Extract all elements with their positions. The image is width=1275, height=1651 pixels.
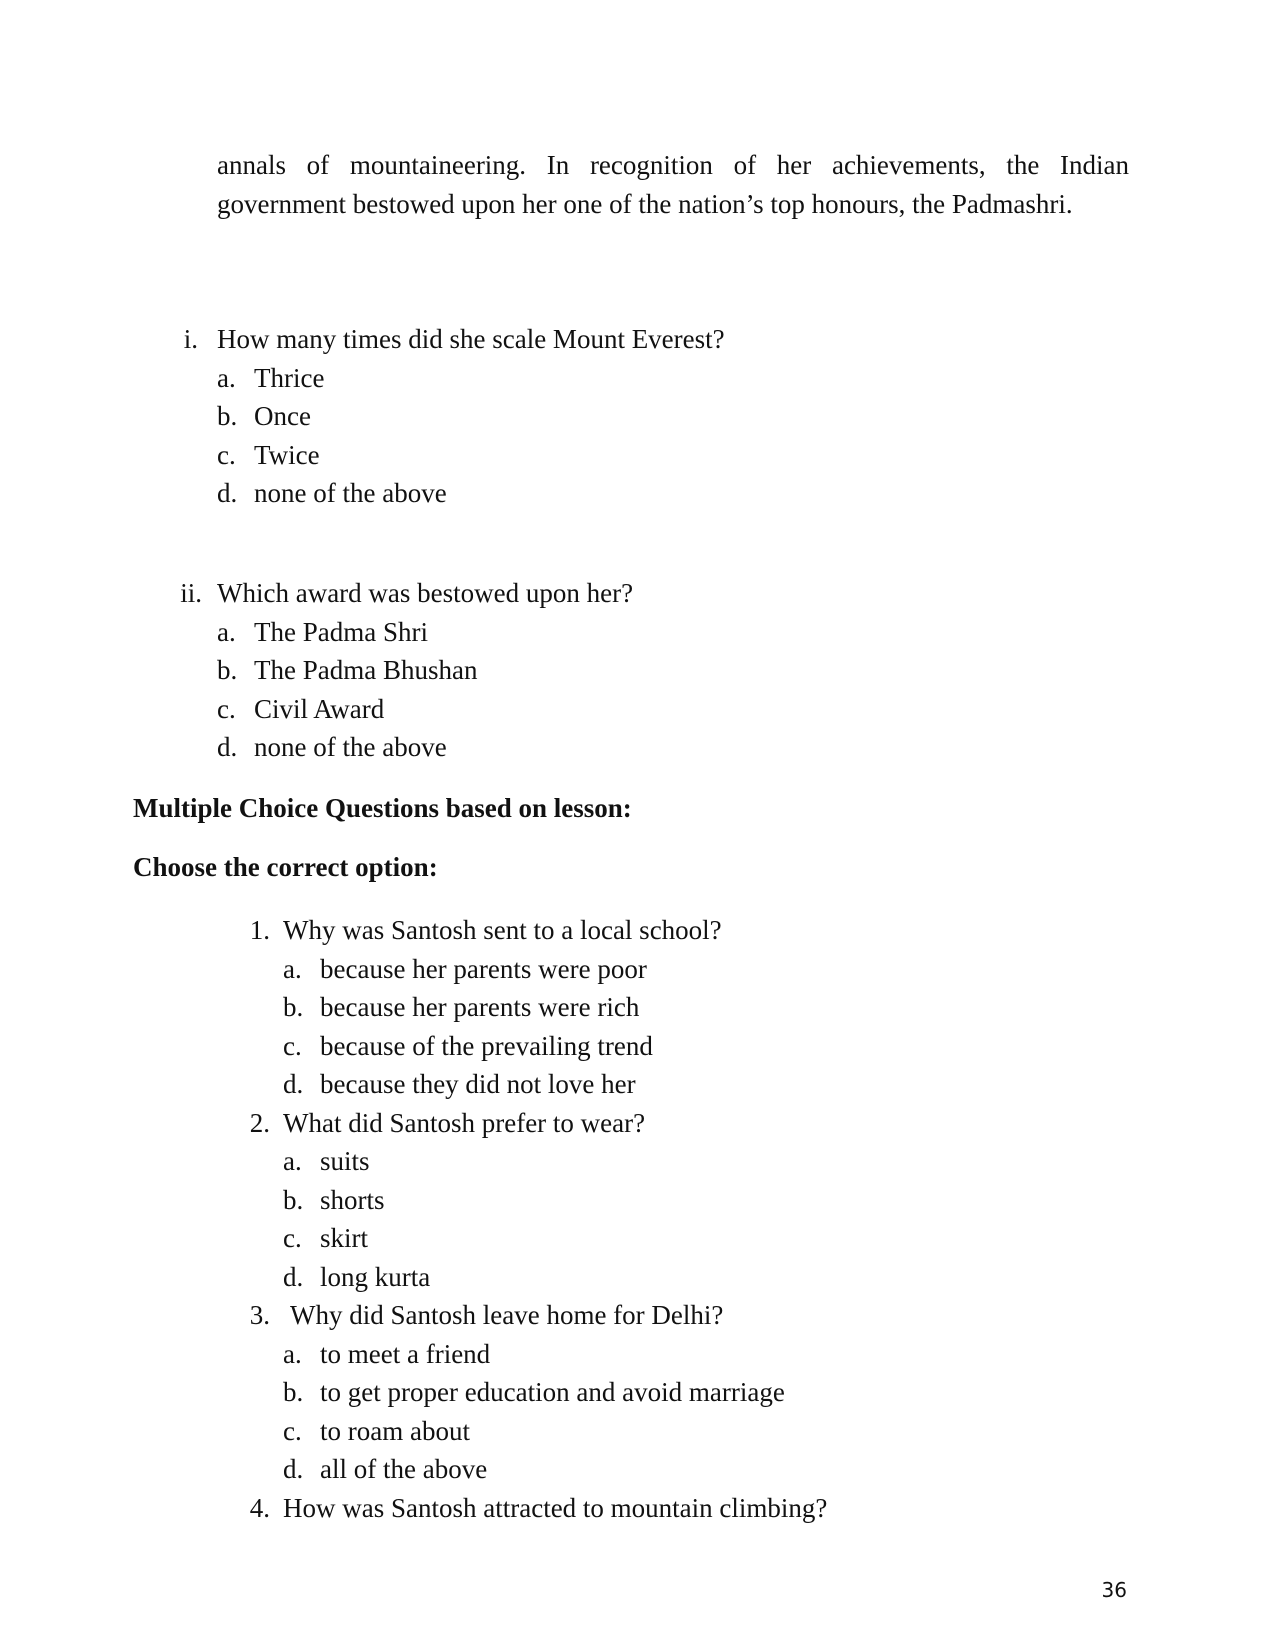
question-text: How many times did she scale Mount Everest?	[217, 324, 725, 354]
option-item	[0, 1412, 1275, 1451]
lesson-question	[0, 911, 1275, 950]
option-letter: b.	[217, 655, 238, 685]
option-item	[0, 1335, 1275, 1374]
option-letter: c.	[283, 1415, 302, 1446]
option-letter: b.	[283, 1377, 304, 1407]
option-item	[0, 988, 1275, 1027]
page-number: 36	[1101, 1578, 1127, 1602]
option-text: shorts	[320, 1184, 385, 1215]
option-item	[0, 1258, 1275, 1297]
passage-question	[0, 574, 1275, 767]
question-number: 4.	[249, 1492, 270, 1523]
option-item	[0, 1065, 1275, 1104]
option-item	[0, 1219, 1275, 1258]
option-text: Thrice	[254, 362, 325, 393]
section-heading-choose: Choose the correct option:	[133, 852, 438, 882]
option-letter: d.	[217, 478, 238, 508]
option-item	[0, 728, 1275, 767]
option-item	[0, 613, 1275, 652]
option-text: because her parents were rich	[320, 992, 640, 1022]
option-text: Once	[254, 401, 311, 431]
option-text: because of the prevailing trend	[320, 1030, 653, 1061]
question-text: How was Santosh attracted to mountain climbing?	[283, 1492, 828, 1523]
question-number: 1.	[249, 915, 270, 945]
intro-paragraph: annals of mountaineering. In recognition of her achievements, the Indian government bestowed upon her one of the nation’s top honours, the Padmashri.	[217, 150, 1129, 219]
option-letter: b.	[283, 992, 304, 1022]
option-letter: c.	[283, 1030, 302, 1061]
section-heading-mcq: Multiple Choice Questions based on lesson:	[133, 793, 632, 823]
lesson-question-list	[0, 911, 1275, 1527]
option-text: suits	[320, 1146, 370, 1176]
option-item	[0, 690, 1275, 729]
option-item	[0, 397, 1275, 436]
option-text: to get proper education and avoid marriage	[320, 1377, 785, 1407]
option-letter: c.	[217, 693, 236, 724]
option-text: because they did not love her	[320, 1069, 636, 1099]
option-item	[0, 1142, 1275, 1181]
question-number: ii.	[180, 578, 202, 608]
option-text: Civil Award	[254, 693, 385, 724]
option-item	[0, 1181, 1275, 1220]
question-text: Which award was bestowed upon her?	[217, 578, 634, 608]
passage-question	[0, 320, 1275, 513]
option-letter: a.	[283, 953, 302, 984]
option-letter: b.	[283, 1184, 304, 1215]
option-text: skirt	[320, 1223, 369, 1253]
option-text: The Padma Shri	[254, 616, 428, 647]
option-letter: c.	[283, 1223, 302, 1253]
option-item	[0, 1027, 1275, 1066]
option-text: none of the above	[254, 732, 447, 762]
option-item	[0, 950, 1275, 989]
option-letter: c.	[217, 439, 236, 470]
option-item	[0, 359, 1275, 398]
lesson-question	[0, 1489, 1275, 1528]
option-letter: d.	[217, 732, 238, 762]
option-text: to roam about	[320, 1415, 470, 1446]
option-text: long kurta	[320, 1261, 431, 1292]
option-text: Twice	[254, 439, 320, 470]
option-item	[0, 1373, 1275, 1412]
option-letter: d.	[283, 1454, 304, 1484]
option-letter: a.	[283, 1146, 302, 1176]
option-letter: a.	[217, 616, 236, 647]
option-item	[0, 1450, 1275, 1489]
lesson-question	[0, 1296, 1275, 1335]
lesson-question	[0, 1104, 1275, 1143]
option-text: all of the above	[320, 1454, 488, 1484]
question-number: 3.	[249, 1300, 270, 1330]
question-text: Why was Santosh sent to a local school?	[283, 915, 722, 945]
option-text: none of the above	[254, 478, 447, 508]
option-text: to meet a friend	[320, 1338, 491, 1369]
option-letter: b.	[217, 401, 238, 431]
question-text: What did Santosh prefer to wear?	[283, 1107, 646, 1138]
option-letter: a.	[283, 1338, 302, 1369]
option-item	[0, 651, 1275, 690]
option-item	[0, 474, 1275, 513]
question-text: Why did Santosh leave home for Delhi?	[290, 1300, 724, 1330]
option-letter: a.	[217, 362, 236, 393]
option-letter: d.	[283, 1261, 304, 1292]
option-item	[0, 436, 1275, 475]
option-letter: d.	[283, 1069, 304, 1099]
question-number: i.	[183, 324, 198, 354]
option-text: because her parents were poor	[320, 953, 647, 984]
question-number: 2.	[249, 1107, 270, 1138]
option-text: The Padma Bhushan	[254, 655, 478, 685]
